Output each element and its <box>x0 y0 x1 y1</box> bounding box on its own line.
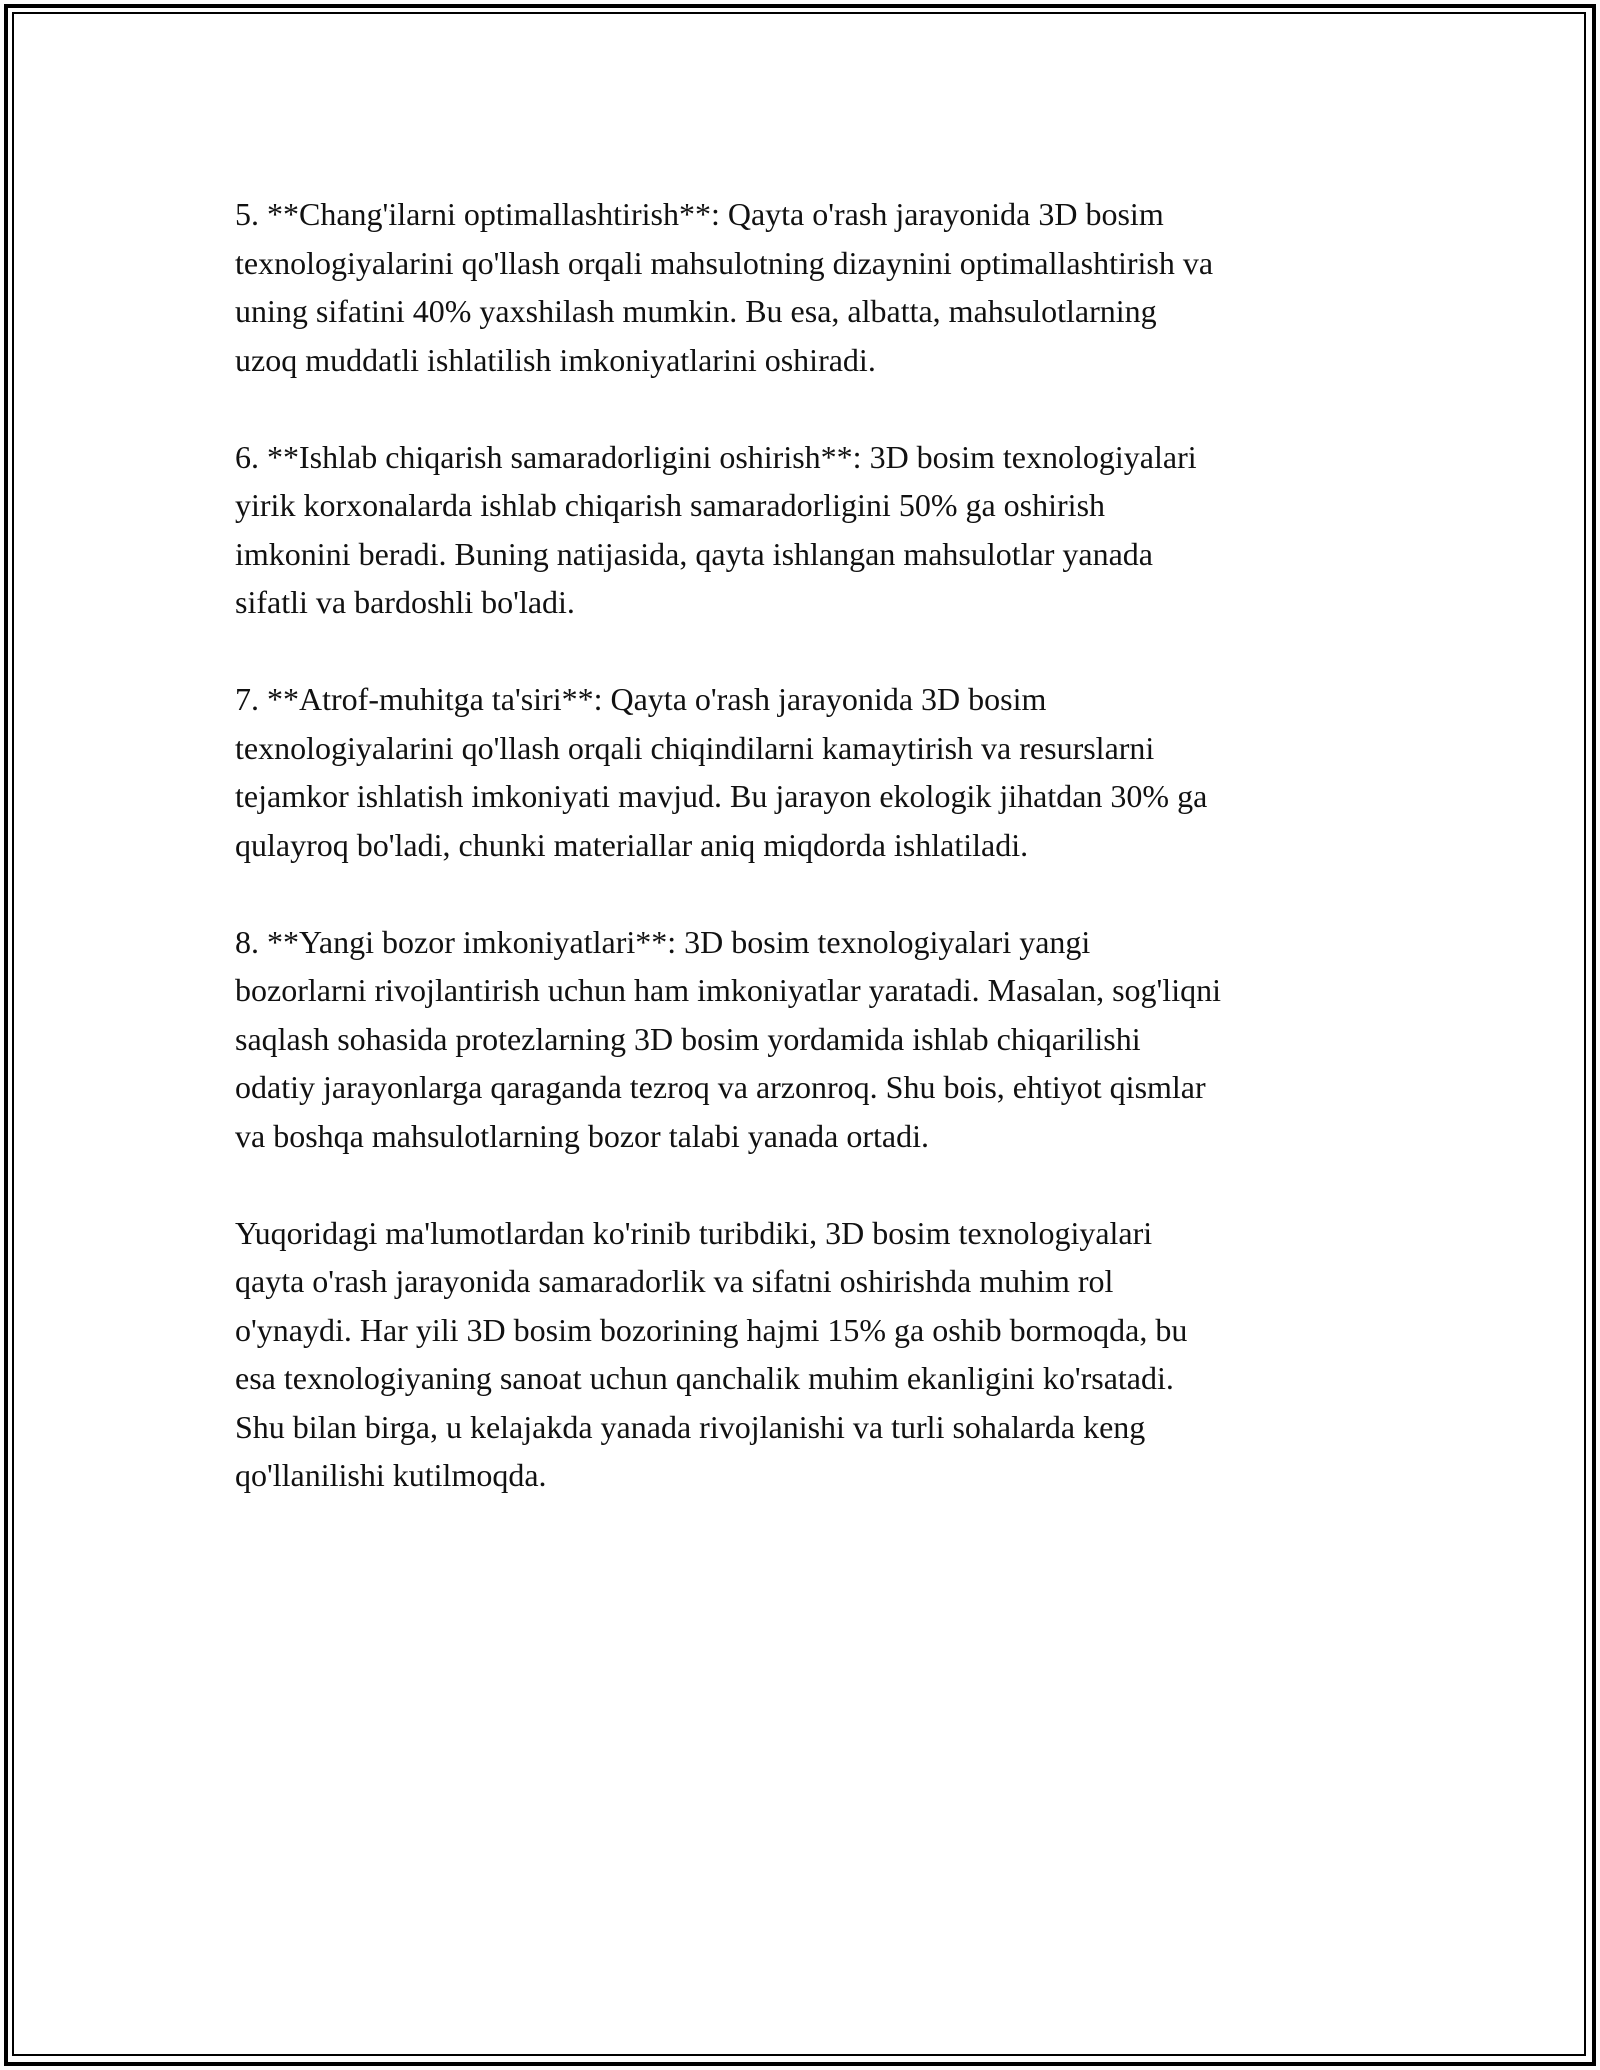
paragraph-point-8: 8. **Yangi bozor imkoniyatlari**: 3D bosim texnologiyalari yangi bozorlarni rivojlantirish uchun ham imkoniyatlar yaratadi. Masalan, sog'liqni saqlash sohasida protezlarning 3D bosim yordamida ishlab chiqarilishi odatiy jarayonlarga qaraganda tezroq va arzonroq. Shu bois, ehtiyot qismlar va boshqa mahsulotlarning bozor talabi yanada ortadi. <box>235 923 1221 1154</box>
document-body <box>235 190 1395 1548</box>
paragraph-point-7: 7. **Atrof-muhitga ta'siri**: Qayta o'rash jarayonida 3D bosim texnologiyalarini qo'llash orqali chiqindilarni kamaytirish va resurslarni tejamkor ishlatish imkoniyati mavjud. Bu jarayon ekologik jihatdan 30% ga qulayroq bo'ladi, chunki materiallar aniq miqdorda ishlatiladi. <box>235 681 1208 863</box>
paragraph-conclusion: Yuqoridagi ma'lumotlardan ko'rinib turibdiki, 3D bosim texnologiyalari qayta o'rash jarayonida samaradorlik va sifatni oshirishda muhim rol o'ynaydi. Har yili 3D bosim bozorining hajmi 15% ga oshib bormoqda, bu esa texnologiyaning sanoat uchun qanchalik muhim ekanligini ko'rsatadi. Shu bilan birga, u kelajakda yanada rivojlanishi va turli sohalarda keng qo'llanilishi kutilmoqda. <box>235 1214 1188 1493</box>
paragraph-point-6: 6. **Ishlab chiqarish samaradorligini oshirish**: 3D bosim texnologiyalari yirik korxonalarda ishlab chiqarish samaradorligini 50% ga oshirish imkonini beradi. Buning natijasida, qayta ishlangan mahsulotlar yanada sifatli va bardoshli bo'ladi. <box>235 438 1197 620</box>
paragraph-point-5: 5. **Chang'ilarni optimallashtirish**: Qayta o'rash jarayonida 3D bosim texnologiyalarini qo'llash orqali mahsulotning dizaynini optimallashtirish va uning sifatini 40% yaxshilash mumkin. Bu esa, albatta, mahsulotlarning uzoq muddatli ishlatilish imkoniyatlarini oshiradi. <box>235 196 1214 378</box>
